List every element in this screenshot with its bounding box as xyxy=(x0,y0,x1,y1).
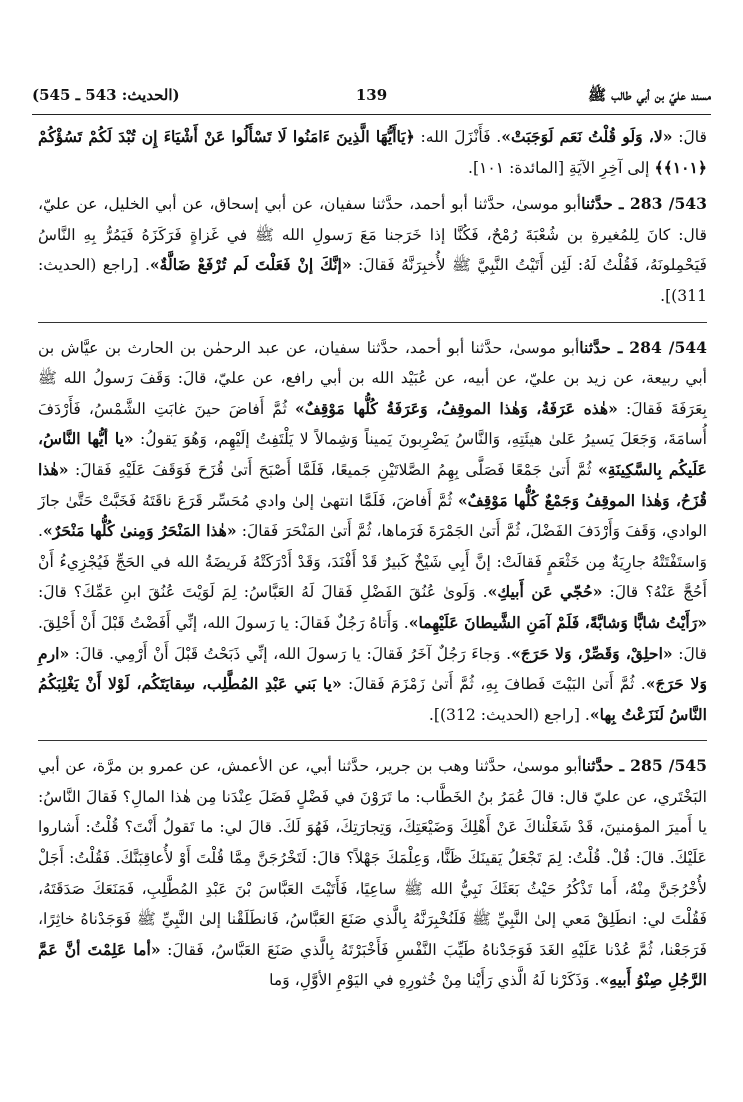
intro-mid: . فَأَنْزَلَ الله: xyxy=(414,128,502,146)
quran-verse: ﴿يَاأَيُّهَا الَّذِينَ ءَامَنُوا لَا تَسْأَلُوا عَنْ أَشْيَاءَ إِن تُبْدَ لَكُمْ تَسُؤْكُمْ ﴿١٠١﴾﴾ xyxy=(38,127,707,177)
hadith-544-lead: حدَّثنا xyxy=(579,337,611,357)
hadith-544-number: 544/ 284 ـ xyxy=(610,337,707,357)
hadith-544-text: ثُمَّ أَفاضَ حينَ غابَتِ الشَّمْسُ، فَأَرْدَفَ أُسامَةَ، وَجَعَلَ يَسيرُ عَلىٰ هيئَتِهِ، وَالنَّاسُ يَضْرِبونَ يَميناً وَشِمالاً لا يَلْتَفِتُ إلَيْهِم، وَهُوَ يَقولُ: xyxy=(38,399,707,449)
intro-paragraph xyxy=(38,122,707,183)
book-title: مسند عليّ بن أبي طالب ﷺ xyxy=(587,86,711,104)
hadith-544-text: . وَلَوىٰ عُنُقَ الفَضْلِ فَقالَ لَهُ العَبَّاسُ: لِمَ لَوَيْتَ عُنُقَ ابنِ عَمِّكَ؟ قالَ: xyxy=(38,583,488,602)
hadith-range: (الحديث: 543 ـ 545) xyxy=(32,86,180,104)
hadith-544-text: ثُمَّ أَفاضَ، فَلَمَّا انتهىٰ إلىٰ وادي مُحَسِّر قَرَعَ ناقَتَهُ فَخَبَّتْ حَتَّىٰ جازَ الوادي، وَقَفَ وَأَرْدَفَ الفَضْلَ، ثُمَّ أَتىٰ الجَمْرَةَ فَرَماها، ثُمَّ أَتىٰ المَنْحَرَ فَقالَ: xyxy=(38,491,707,541)
hadith-543-lead: حدَّثنا xyxy=(581,194,613,214)
hadith-544-text: . ثُمَّ أَتىٰ البَيْتَ فَطافَ بِهِ، ثُمَّ أَتىٰ زَمْزَمَ فَقالَ: xyxy=(341,675,646,694)
hadith-544-quote: «ارمِ وَلا حَرَجَ» xyxy=(38,643,707,694)
hadith-543-quote: «إنَّكَ إنْ فَعَلْتَ لَم تُرْفَعْ ضَالَّةٌ» xyxy=(149,255,352,275)
hadith-544 xyxy=(38,333,707,731)
hadith-545-lead: حدَّثنا xyxy=(581,756,614,776)
page-number: 139 xyxy=(355,86,388,104)
hadith-544-text: . وَاستَفْتَتْهُ جارِيَةٌ مِن خَثْعَمٍ فَقالَتْ: إنَّ أَبِي شَيْخٌ كَبيرٌ قَدْ أَفْنَدَ، وَقَدْ أَدْرَكَتْهُ فَريضَةُ الله في الحَجِّ فَيُجْزِيءُ أَنْ أَحُجَّ عَنْهُ؟ قالَ: xyxy=(38,522,707,602)
hadith-545-number: 545/ 285 ـ xyxy=(613,756,707,776)
intro-quote: «لا، وَلَو قُلْتُ نَعَم لَوَجَبَتْ» xyxy=(501,127,673,146)
hadith-545-text: أبو موسىٰ، حدَّثنا وهب بن جرير، حدَّثنا أبي، عن الأعمش، عن عمرو بن مرَّة، عن أبي البَخْتَري، عن عليّ قال: قالَ عُمَرُ بنُ الخَطَّاب: ما تَرَوْنَ في فَضْلٍ فَضَلَ عِنْدَنا مِن هٰذا المالِ؟ فَقالَ النَّاسُ: يا أَميرَ المؤمنينَ، قَدْ شَغَلْناكَ عَنْ أَهْلِكَ وَضَيْعَتِكَ، وَتِجارَتِكَ، فَهُوَ لَكَ. قالَ لي: ما تَقولُ أَنْتَ؟ قُلْتُ: أَشاروا عَلَيْكَ. قالَ: قُلْ. قُلْتُ: لِمَ تَجْعَلُ يَقينَكَ ظَنًّا، وَعِلْمَكَ جَهْلاً؟ قالَ: لَتَخْرُجَنَّ مِمَّا قُلْتَ أَوْ لأُعاقِبَنَّكَ. فَقُلْتُ: أَجَلْ لأُخْرُجَنَّ مِنْهُ، أَما تَذْكُرُ حَيْثُ بَعَثَكَ نَبِيُّ الله ﷺ ساعِيًا، فَأَتَيْتَ العَبَّاسَ بْنَ عَبْدِ المُطَّلِبِ، فَمَنَعَكَ صَدَقَتَهُ، فَقُلْتَ لي: انطَلِقْ مَعي إلىٰ النَّبِيِّ ﷺ فَلَنُخْبِرَنَّهُ بِالَّذي صَنَعَ العَبَّاسُ، فَانطَلَقْنا إلىٰ النَّبِيِّ ﷺ فَوَجَدْناهُ خاثِرًا، فَرَجَعْنا، ثُمَّ عُدْنا عَلَيْهِ الغَدَ فَوَجَدْناهُ طَيِّبَ النَّفْسِ فَأَخْبَرْتَهُ بِالَّذي صَنَعَ العَبَّاسُ، فَقالَ: xyxy=(38,757,707,959)
hadith-545-quote: «أما عَلِمْتَ أنَّ عَمَّ الرَّجُلِ صِنْوُ أَبيهِ» xyxy=(38,939,707,990)
hadith-544-quote: «هٰذه عَرَفَةُ، وَهٰذا الموقِفُ، وَعَرَفَةُ كُلُّها مَوْقِفٌ» xyxy=(295,398,618,418)
hadith-543-number: 543/ 283 ـ xyxy=(612,194,707,214)
hadith-544-quote: «رَأَيْتُ شابًّا وَشابَّةً، فَلَمْ آمَنِ الشَّيطانَ عَلَيْهِما» xyxy=(408,612,707,632)
divider xyxy=(38,322,707,323)
intro-lead: قالَ: xyxy=(672,128,708,146)
intro-tail: إلى آخِرِ الآيَةِ [المائدة: ١٠١]. xyxy=(468,158,655,177)
hadith-544-text: ثُمَّ أَتىٰ جَمْعًا فَصَلَّى بِهِمُ الصَّلاتَيْنِ جَميعًا، فَلَمَّا أَصْبَحَ أَتىٰ قُزَحَ فَوَقَفَ عَلَيْهِ فَقالَ: xyxy=(68,460,598,479)
page-body xyxy=(38,122,707,1096)
hadith-543 xyxy=(38,189,707,311)
hadith-544-quote: «احلِقْ، وَقَصِّرْ، وَلا حَرَجَ» xyxy=(511,643,673,663)
hadith-544-text: . وَأَتاهُ رَجُلٌ فَقالَ: يا رَسولَ الله، إنِّي أَفَضْتُ قَبْلَ أَنْ أَحْلِقَ. قالَ: xyxy=(38,613,707,663)
hadith-544-text: . وَجاءَ رَجُلٌ آخَرُ فَقالَ: يا رَسولَ الله، إنِّي ذَبَحْتُ قَبْلَ أَنْ أَرْمِي. قالَ: xyxy=(69,644,512,663)
hadith-544-quote: «حُجّي عَن أَبيكِ» xyxy=(487,582,603,602)
hadith-544-quote: «يا بَني عَبْدِ المُطَّلِب، سِقايَتَكُم، لَوْلا أَنْ يَغْلِبَكُمُ النَّاسُ لَنَزَعْتُ بِها» xyxy=(38,674,707,724)
divider xyxy=(38,740,707,741)
hadith-544-quote: «هٰذا المَنْحَرُ وَمِنىٰ كُلُّها مَنْحَرٌ» xyxy=(42,521,237,541)
hadith-543-reference: . [راجع (الحديث: 311)]. xyxy=(38,256,707,305)
hadith-545-text: . وَذَكَرْنا لَهُ الَّذي رَأَيْنا مِنْ خُثورِهِ في اليَوْمِ الأوَّلِ، وَما xyxy=(269,971,600,990)
hadith-545 xyxy=(38,751,707,996)
hadith-544-quote: «هٰذا قُزَحُ، وَهٰذا الموقِفُ وَجَمْعٌ كُلُّها مَوْقِفٌ» xyxy=(38,459,708,510)
hadith-544-text: أبو موسىٰ، حدَّثنا أبو أحمد، حدَّثنا سفيان، عن عبد الرحمٰن بن الحارث بن عيَّاش بن أبي ربيعة، عن زيد بن عليّ، عن أبيه، عن عُبَيْد الله بن أبي رافع، عن عليّ، قالَ: وَقَفَ رَسولُ الله ﷺ بِعَرَفَةَ فَقالَ: xyxy=(38,338,707,418)
hadith-544-quote: «يا أيُّها النَّاسُ، عَلَيكُم بِالسَّكِينَةِ» xyxy=(38,429,707,479)
running-header xyxy=(32,80,711,115)
hadith-543-text: أبو موسىٰ، حدَّثنا أبو أحمد، حدَّثنا سفيان، عن أبي إسحاق، عن أبي الخليل، عن عليّ، قال: كانَ لِلمُغيرةِ بن شُعْبَةَ رُمْحٌ، فَكُنَّا إذا خَرَجنا مَعَ رَسولِ الله ﷺ في غَزاةٍ فَرَكَزَهُ فَيَمُرُّ بِهِ النَّاسُ فَيَحْمِلونَهُ، فَقُلْتُ لَهُ: لَئِن أَتَيْتُ النَّبِيَّ ﷺ لأُخبِرَنَّهُ فَقالَ: xyxy=(38,195,707,275)
hadith-544-reference: . [راجع (الحديث: 312)]. xyxy=(428,705,590,724)
